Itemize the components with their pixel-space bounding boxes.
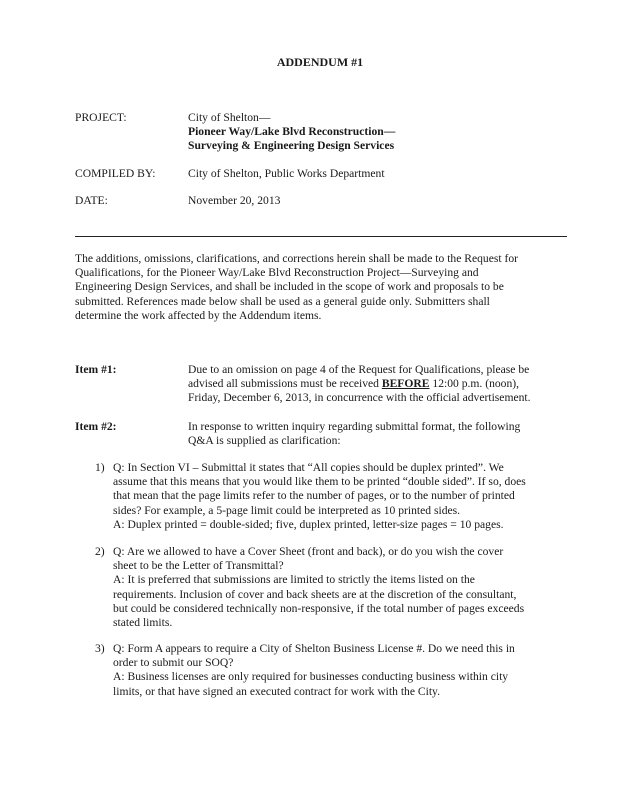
item-1-line: Due to an omission on page 4 of the Request for Qualifications, please be <box>188 363 530 376</box>
project-line-3: Surveying & Engineering Design Services <box>188 139 395 152</box>
qa-line: sheet to be the Letter of Transmittal? <box>113 559 284 573</box>
qa-line: Q: In Section VI – Submittal it states that “All copies should be duplex printed”. We <box>113 461 504 474</box>
project-label: PROJECT: <box>75 111 127 124</box>
qa-line: that mean that the page limits refer to the number of pages, or to the number of printed <box>113 489 515 503</box>
qa-line: stated limits. <box>113 616 173 630</box>
header-divider <box>75 236 567 237</box>
item-2-text <box>188 420 568 448</box>
item-2-line: In response to written inquiry regarding submittal format, the following <box>188 420 521 433</box>
qa-line: order to submit our SOQ? <box>113 656 234 670</box>
intro-line: submitted. References made below shall be used as a general guide only. Submitters shall <box>75 294 490 308</box>
qa-line: A: Duplex printed = double-sided; five, duplex printed, letter-size pages = 10 pages. <box>113 517 504 531</box>
item-1-line: Friday, December 6, 2013, in concurrence with the official advertisement. <box>188 391 531 405</box>
qa-line: limits, or that have signed an executed contract for work with the City. <box>113 684 441 698</box>
compiled-by-label: COMPILED BY: <box>75 167 156 180</box>
item-2-line: Q&A is supplied as clarification: <box>188 434 341 448</box>
document-title: ADDENDUM #1 <box>276 55 364 69</box>
qa-line: Q: Are we allowed to have a Cover Sheet (front and back), or do you wish the cover <box>113 545 504 558</box>
qa-3-text <box>113 642 568 699</box>
qa-line: assume that this means that you would like them to be printed “double sided”. If so, does <box>113 475 526 489</box>
intro-line: determine the work affected by the Addendum items. <box>75 308 322 322</box>
qa-line: requirements. Inclusion of cover and back sheets are at the discretion of the consultant, <box>113 587 517 601</box>
item-1-label: Item #1: <box>75 363 117 376</box>
intro-paragraph <box>75 252 567 323</box>
qa-3-number: 3) <box>95 642 105 655</box>
date-label: DATE: <box>75 194 108 207</box>
item-2-label: Item #2: <box>75 420 117 433</box>
compiled-by-value: City of Shelton, Public Works Department <box>188 167 385 180</box>
qa-line: A: It is preferred that submissions are limited to strictly the items listed on the <box>113 573 475 587</box>
qa-2-number: 2) <box>95 545 105 558</box>
before-emphasis: BEFORE <box>381 377 430 391</box>
qa-1-text <box>113 461 568 532</box>
project-line-2: Pioneer Way/Lake Blvd Reconstruction— <box>188 125 396 138</box>
project-line-1: City of Shelton— <box>188 111 271 124</box>
qa-1-number: 1) <box>95 461 105 474</box>
item-1-line <box>188 377 568 391</box>
qa-2-text <box>113 545 568 630</box>
qa-line: sides? For example, a 5-page limit could be interpreted as 10 printed sides. <box>113 503 461 517</box>
intro-line: Qualifications, for the Pioneer Way/Lake Blvd Reconstruction Project—Surveying and <box>75 266 479 280</box>
intro-line: Engineering Design Services, and shall be included in the scope of work and proposals to be <box>75 280 504 294</box>
item-1-text <box>188 363 568 406</box>
qa-line: but could be considered technically non-responsive, if the total number of pages exceeds <box>113 601 525 615</box>
qa-line: A: Business licenses are only required for businesses conducting business within city <box>113 670 509 684</box>
intro-line: The additions, omissions, clarifications, and corrections herein shall be made to the Request for <box>75 252 519 265</box>
date-value: November 20, 2013 <box>188 194 281 207</box>
qa-line: Q: Form A appears to require a City of Shelton Business License #. Do we need this in <box>113 642 515 655</box>
item-1-line-pre: advised all submissions must be received <box>188 377 382 391</box>
item-1-line-post: 12:00 p.m. (noon), <box>429 377 520 391</box>
